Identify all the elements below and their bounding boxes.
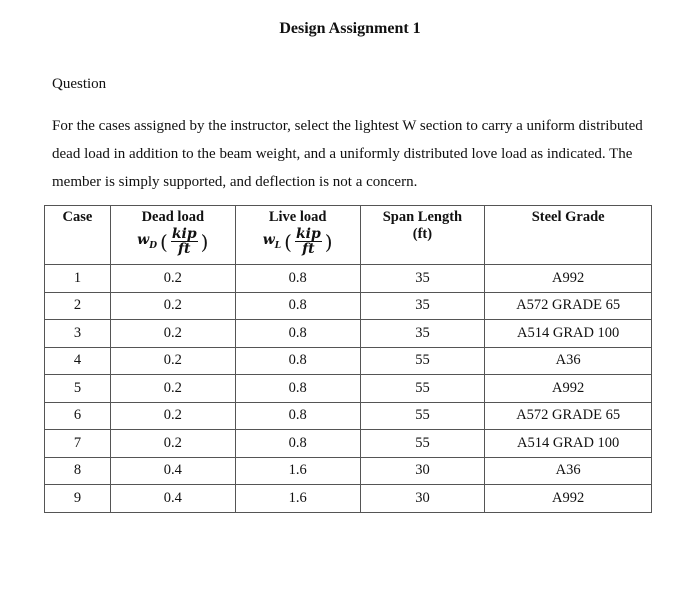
header-live-load [235,206,360,265]
cell-steel-grade: A36 [485,457,652,485]
table-row [45,320,652,348]
table-row [45,265,652,293]
cell-dead-load: 0.4 [110,485,235,513]
cell-case: 9 [45,485,111,513]
cell-case: 4 [45,347,111,375]
cell-dead-load: 0.2 [110,430,235,458]
cell-case: 5 [45,375,111,403]
cell-steel-grade: A992 [485,265,652,293]
table-row [45,485,652,513]
dead-load-unit-fraction: $\frac{\text{kip}}{ft}$ [171,226,197,257]
cell-span-length: 35 [360,320,485,348]
cell-live-load: 0.8 [235,320,360,348]
header-steel-grade [485,206,652,265]
dead-load-symbol: $w_D$ [137,232,158,251]
table-body [45,265,652,513]
cell-span-length: 55 [360,430,485,458]
cell-live-load: 1.6 [235,485,360,513]
cell-span-length: 30 [360,457,485,485]
table-header-row [45,206,652,265]
cell-dead-load: 0.2 [110,375,235,403]
cell-dead-load: 0.2 [110,265,235,293]
cell-span-length: 35 [360,292,485,320]
cell-live-load: 0.8 [235,430,360,458]
cell-dead-load: 0.2 [110,320,235,348]
cell-live-load: 0.8 [235,292,360,320]
cell-dead-load: 0.2 [110,347,235,375]
cell-steel-grade: A36 [485,347,652,375]
cell-live-load: 1.6 [235,457,360,485]
cell-span-length: 55 [360,375,485,403]
table-row [45,402,652,430]
cell-live-load: 0.8 [235,402,360,430]
cell-steel-grade: A514 GRAD 100 [485,320,652,348]
live-load-unit: $w_L$ ( $\frac{\text{kip}}{ft}$ ) [262,226,333,257]
cell-span-length: 35 [360,265,485,293]
header-case [45,206,111,265]
question-label: Question [52,76,107,92]
cell-live-load: 0.8 [235,375,360,403]
table-row [45,292,652,320]
cell-steel-grade: A992 [485,485,652,513]
cell-case: 7 [45,430,111,458]
header-dead-load [110,206,235,265]
header-live-load-label: Live load [268,209,327,225]
cell-steel-grade: A514 GRAD 100 [485,430,652,458]
header-dead-load-label: Dead load [141,209,205,225]
cell-live-load: 0.8 [235,347,360,375]
cell-case: 1 [45,265,111,293]
assignment-table [44,205,652,513]
cell-case: 6 [45,402,111,430]
cell-span-length: 55 [360,347,485,375]
cell-steel-grade: A572 GRADE 65 [485,292,652,320]
cell-case: 2 [45,292,111,320]
cell-case: 3 [45,320,111,348]
table-row [45,375,652,403]
live-load-unit-fraction: $\frac{\text{kip}}{ft}$ [295,226,321,257]
cell-steel-grade: A572 GRADE 65 [485,402,652,430]
cell-dead-load: 0.2 [110,292,235,320]
cell-span-length: 55 [360,402,485,430]
header-case-label: Case [62,209,93,225]
cell-dead-load: 0.2 [110,402,235,430]
cell-steel-grade: A992 [485,375,652,403]
cell-live-load: 0.8 [235,265,360,293]
live-load-symbol: $w_L$ [262,232,282,251]
question-paragraph: For the cases assigned by the instructor, select the lightest W section to carry a uniform distributed dead load in addition to the beam weight, and a uniformly distributed love load as indicated. The member is simply supported, and deflection is not a concern. [52,118,643,190]
cell-span-length: 30 [360,485,485,513]
document-title: Design Assignment 1 [279,20,421,37]
header-steel-grade-label: Steel Grade [531,209,605,225]
table-row [45,457,652,485]
table-row [45,347,652,375]
table-row [45,430,652,458]
cell-dead-load: 0.4 [110,457,235,485]
header-span-length-label: Span Length [382,209,463,225]
cell-case: 8 [45,457,111,485]
header-span-unit: (ft) [412,226,433,242]
dead-load-unit: $w_D$ ( $\frac{\text{kip}}{ft}$ ) [137,226,209,257]
header-span-length [360,206,485,265]
